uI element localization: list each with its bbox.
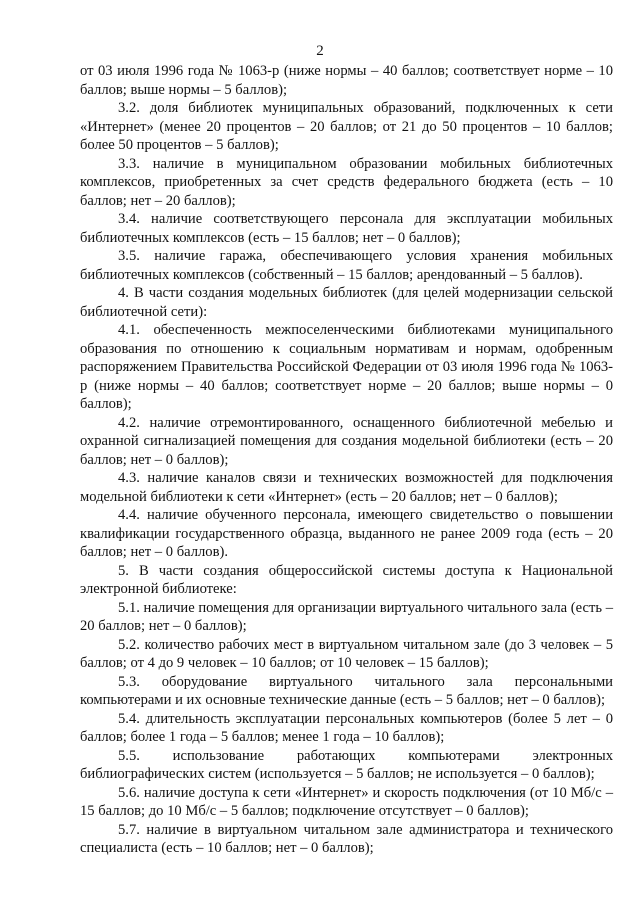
paragraph-5-1: 5.1. наличие помещения для организации виртуального читального зала (есть – 20 баллов; нет – 0 баллов); xyxy=(80,599,613,634)
paragraph-5-3: 5.3. оборудование виртуального читального зала персональными компьютерами и их основные технические данные (есть – 5 баллов; нет – 0 баллов); xyxy=(80,673,613,708)
paragraph-3-2: 3.2. доля библиотек муниципальных образований, подключенных к сети «Интернет» (менее 20 процентов – 20 баллов; от 21 до 50 процентов – 10 баллов; более 50 процентов – 5 баллов); xyxy=(80,100,613,153)
paragraph-3-4: 3.4. наличие соответствующего персонала для эксплуатации мобильных библиотечных комплексов (есть – 15 баллов; нет – 0 баллов); xyxy=(80,211,613,246)
paragraph-3-5: 3.5. наличие гаража, обеспечивающего условия хранения мобильных библиотечных комплексов (собственный – 15 баллов; арендованный – 5 баллов). xyxy=(80,248,613,283)
paragraph-continuation: от 03 июля 1996 года № 1063-р (ниже нормы – 40 баллов; соответствует норме – 10 баллов; выше нормы – 5 баллов); xyxy=(80,63,613,98)
page-number: 2 xyxy=(316,43,324,59)
paragraph-5: 5. В части создания общероссийской системы доступа к Национальной электронной библиотеке: xyxy=(80,562,613,597)
paragraph-5-2: 5.2. количество рабочих мест в виртуальном читальном зале (до 3 человек – 5 баллов; от 4 до 9 человек – 10 баллов; от 10 человек – 15 баллов); xyxy=(80,636,613,671)
paragraph-4-4: 4.4. наличие обученного персонала, имеющего свидетельство о повышении квалификации государственного образца, выданного не ранее 2009 года (есть – 20 баллов; нет – 0 баллов). xyxy=(80,507,613,560)
paragraph-5-4: 5.4. длительность эксплуатации персональных компьютеров (более 5 лет – 0 баллов; более 1 года – 5 баллов; менее 1 года – 10 баллов); xyxy=(80,710,613,745)
paragraph-3-3: 3.3. наличие в муниципальном образовании мобильных библиотечных комплексов, приобретенных за счет средств федерального бюджета (есть – 10 баллов; нет – 20 баллов); xyxy=(80,155,613,209)
paragraph-4: 4. В части создания модельных библиотек (для целей модернизации сельской библиотечной сети): xyxy=(80,285,613,320)
paragraph-5-6: 5.6. наличие доступа к сети «Интернет» и скорость подключения (от 10 Мб/с – 15 баллов; до 10 Мб/с – 5 баллов; подключение отсутствует – 0 баллов); xyxy=(80,784,613,819)
paragraph-5-7: 5.7. наличие в виртуальном читальном зале администратора и технического специалиста (есть – 10 баллов; нет – 0 баллов); xyxy=(80,821,613,856)
document-body xyxy=(80,62,613,858)
paragraph-5-5: 5.5. использование работающих компьютерами электронных библиографических систем (используется – 5 баллов; не используется – 0 баллов); xyxy=(80,747,613,782)
paragraph-4-2: 4.2. наличие отремонтированного, оснащенного библиотечной мебелью и охранной сигнализацией помещения для создания модельной библиотеки (есть – 20 баллов; нет – 0 баллов); xyxy=(80,414,613,468)
paragraph-4-3: 4.3. наличие каналов связи и технических возможностей для подключения модельной библиотеки к сети «Интернет» (есть – 20 баллов; нет – 0 баллов); xyxy=(80,470,613,505)
paragraph-4-1: 4.1. обеспеченность межпоселенческими библиотеками муниципального образования по отношению к социальным нормативам и нормам, одобренным распоряжением Правительства Российской Федерации от 03 июля 1996 года № 1063-р (ниже нормы – 40 баллов; соответствует норме – 20 баллов; выше нормы – 0 баллов); xyxy=(80,322,613,412)
